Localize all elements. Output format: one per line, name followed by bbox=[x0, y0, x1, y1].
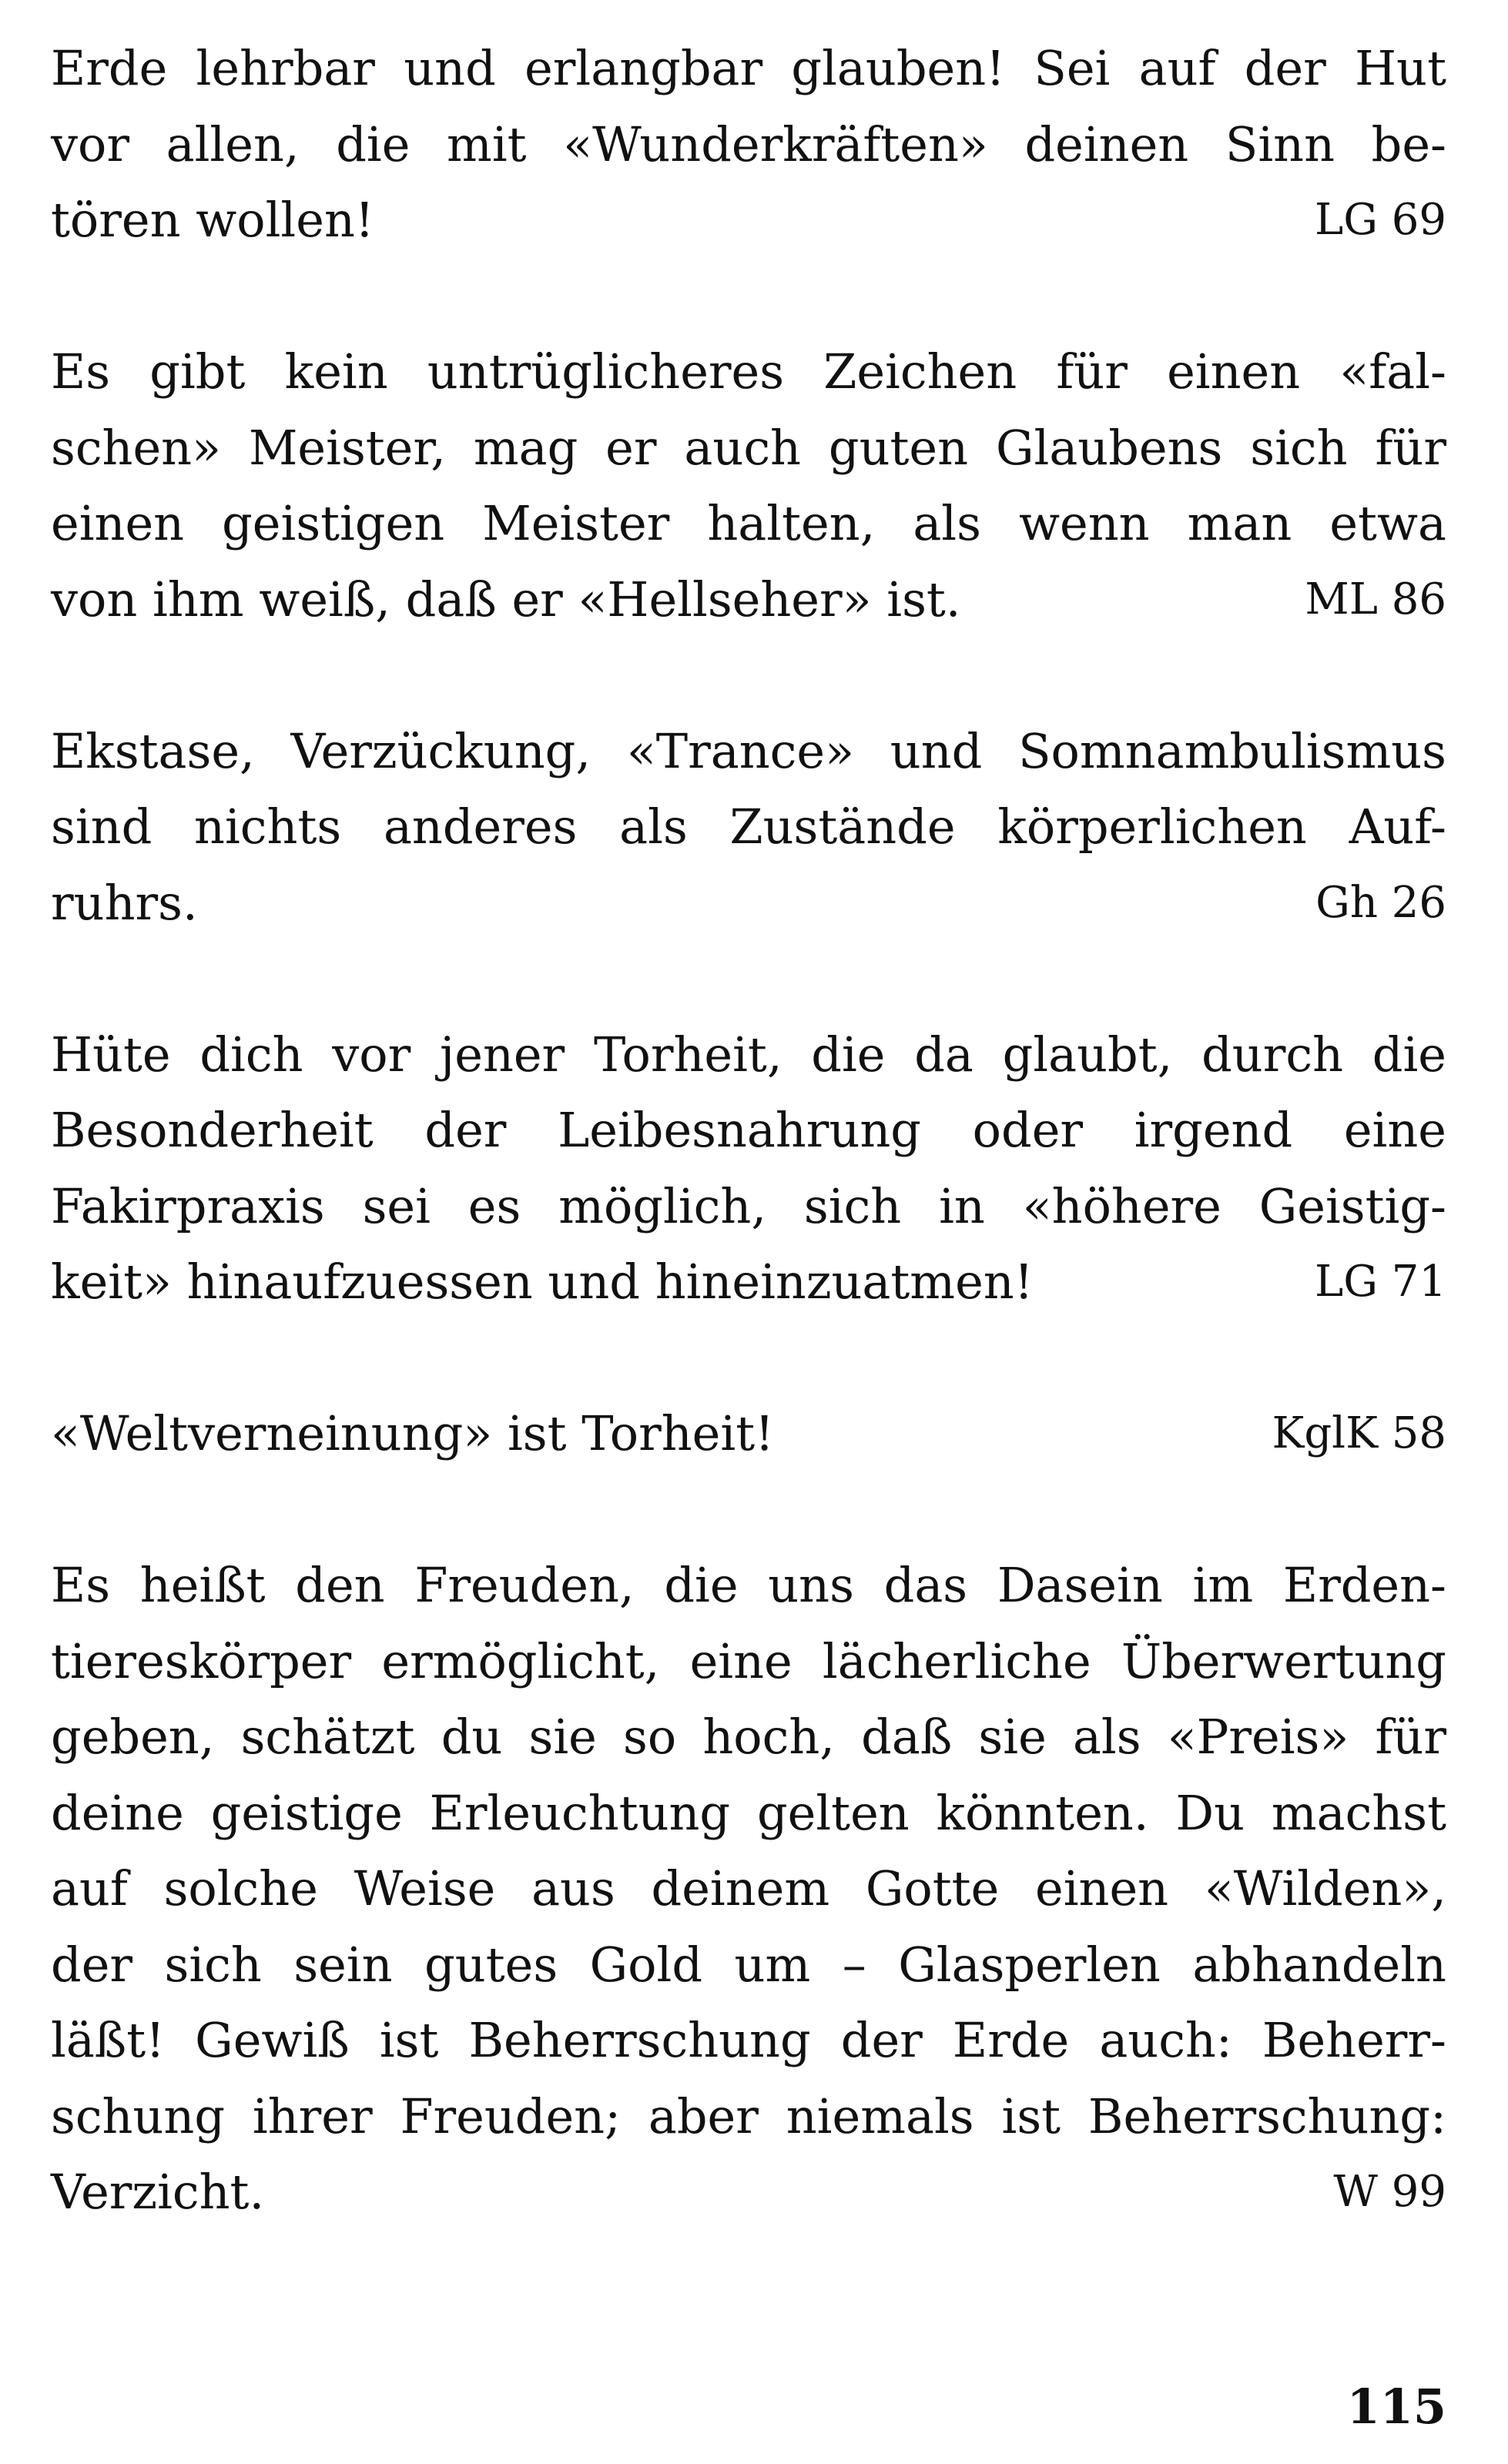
text-line: tören wollen! bbox=[51, 192, 374, 248]
text-line: Ekstase, Verzückung, «Trance» und Somnambulismus bbox=[51, 722, 1446, 779]
text-line: Es gibt kein untrüglicheres Zeichen für einen «fal- bbox=[51, 343, 1446, 400]
text-line: der sich sein gutes Gold um – Glasperlen abhandeln bbox=[51, 1936, 1446, 1993]
text-line: schung ihrer Freuden; aber niemals ist Beherrschung: bbox=[51, 2087, 1446, 2144]
quote-entry bbox=[51, 31, 1446, 259]
text-line: «Weltverneinung» ist Torheit! bbox=[51, 1405, 775, 1461]
text-line: tiereskörper ermöglicht, eine lächerliche Überwertung bbox=[51, 1632, 1446, 1689]
text-line: Hüte dich vor jener Torheit, die da glaubt, durch die bbox=[51, 1026, 1446, 1083]
quote-entry bbox=[51, 1548, 1446, 2231]
text-line: keit» hinaufzuessen und hineinzuatmen! bbox=[51, 1254, 1034, 1310]
text-line: schen» Meister, mag er auch guten Glaubens sich für bbox=[51, 419, 1446, 476]
text-line: einen geistigen Meister halten, als wenn man etwa bbox=[51, 495, 1446, 551]
source-reference: KglK 58 bbox=[1272, 1408, 1446, 1458]
text-line: Besonderheit der Leibesnahrung oder irgend eine bbox=[51, 1102, 1446, 1158]
text-line: vor allen, die mit «Wunderkräften» deinen Sinn be- bbox=[51, 116, 1446, 172]
quote-entry bbox=[51, 334, 1446, 638]
text-line: geben, schätzt du sie so hoch, daß sie als «Preis» für bbox=[51, 1709, 1446, 1765]
text-line: Es heißt den Freuden, die uns das Dasein im Erden- bbox=[51, 1557, 1446, 1613]
quote-entry bbox=[51, 1396, 1446, 1472]
text-line: Erde lehrbar und erlangbar glauben! Sei auf der Hut bbox=[51, 40, 1446, 96]
text-line: läßt! Gewiß ist Beherrschung der Erde auch: Beherr- bbox=[51, 2012, 1446, 2068]
source-reference: LG 71 bbox=[1315, 1257, 1446, 1307]
quote-entry bbox=[51, 1017, 1446, 1321]
source-reference: LG 69 bbox=[1315, 195, 1446, 245]
text-line: Verzicht. bbox=[51, 2164, 265, 2220]
text-line: sind nichts anderes als Zustände körperlichen Auf- bbox=[51, 798, 1446, 855]
quote-entry bbox=[51, 714, 1446, 942]
text-line: auf solche Weise aus deinem Gotte einen «Wilden», bbox=[51, 1860, 1446, 1917]
source-reference: ML 86 bbox=[1305, 574, 1446, 624]
source-reference: Gh 26 bbox=[1315, 877, 1446, 928]
text-line: deine geistige Erleuchtung gelten könnten. Du machst bbox=[51, 1784, 1446, 1841]
source-reference: W 99 bbox=[1333, 2167, 1446, 2217]
text-line: von ihm weiß, daß er «Hellseher» ist. bbox=[51, 571, 961, 628]
page-number: 115 bbox=[1346, 2379, 1446, 2435]
text-line: ruhrs. bbox=[51, 874, 198, 931]
page-body bbox=[51, 31, 1446, 2231]
text-line: Fakirpraxis sei es möglich, sich in «höhere Geistig- bbox=[51, 1177, 1446, 1234]
